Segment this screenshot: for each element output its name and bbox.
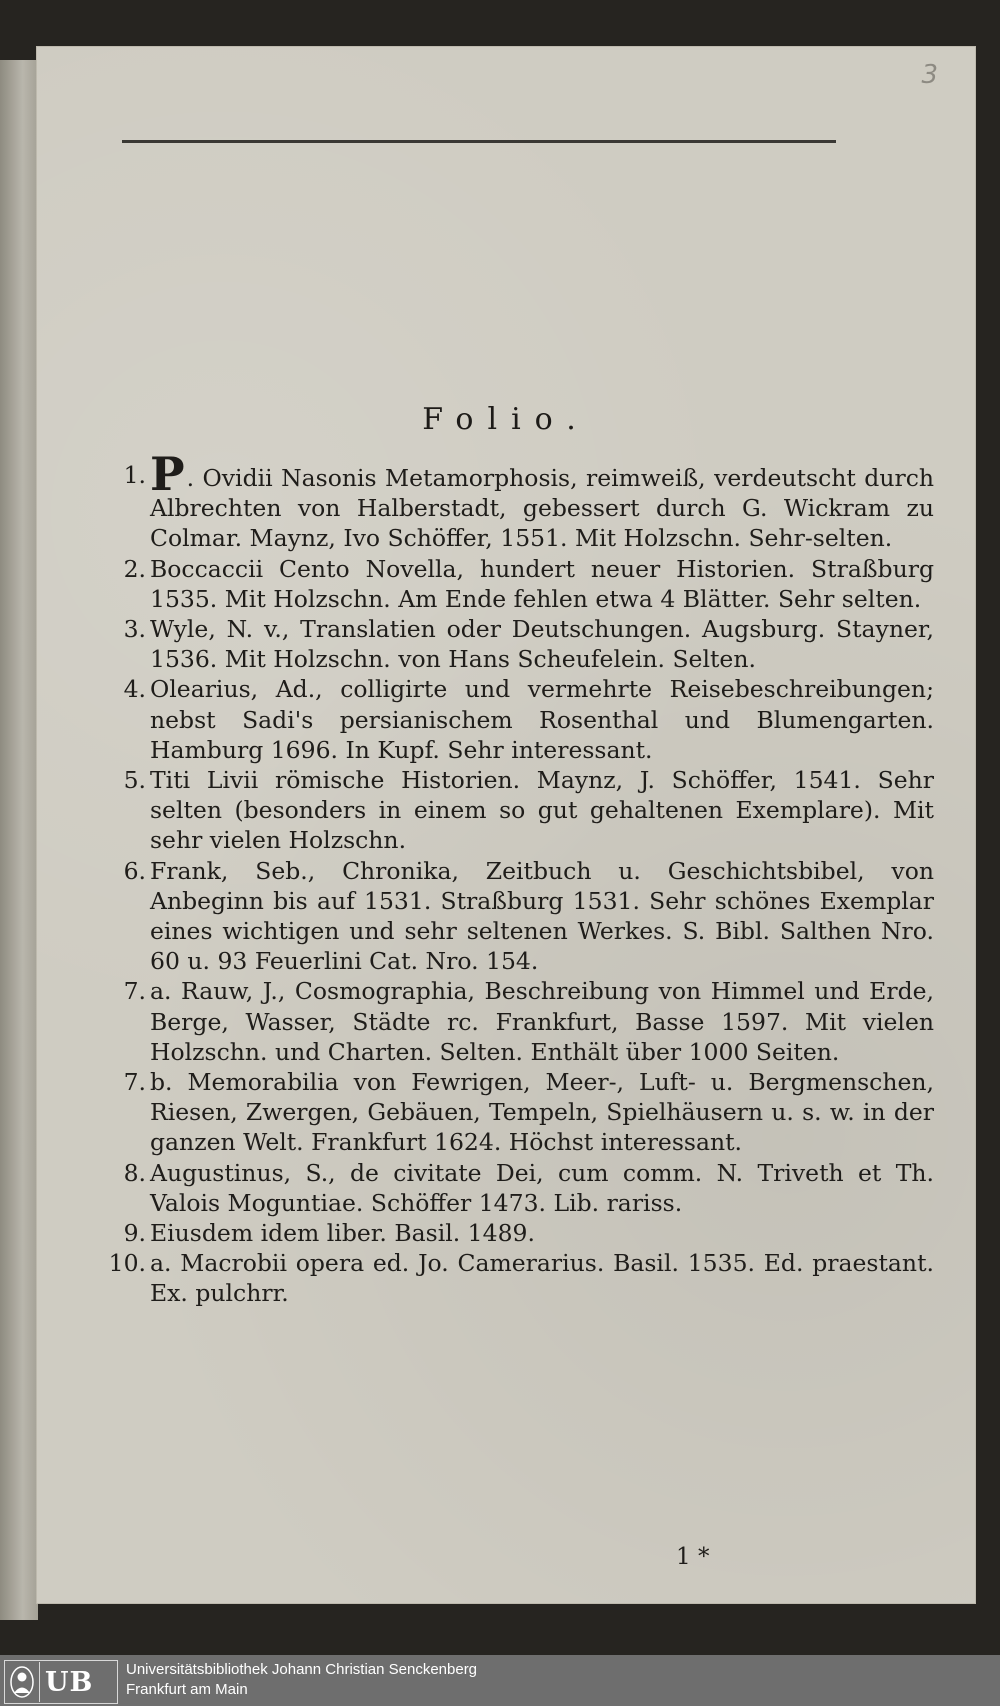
entry-number: 3. xyxy=(123,615,146,644)
entry-number: 9. xyxy=(123,1219,146,1248)
pencil-page-number: 3 xyxy=(921,60,938,90)
section-heading: Folio. xyxy=(422,402,590,437)
entry-text: a. Rauw, J., Cosmographia, Beschreibung von Himmel und Erde, Berge, Wasser, Städte rc. Frankfurt, Basse 1597. Mit vielen Holzschn. und Charten. Selten. Enthält über 1000 Seiten. xyxy=(150,977,934,1066)
catalog-entry xyxy=(108,1248,934,1308)
portrait-seal-icon xyxy=(5,1662,40,1702)
entry-text: Wyle, N. v., Translatien oder Deutschungen. Augsburg. Stayner, 1536. Mit Holzschn. von Hans Scheufelein. Selten. xyxy=(150,615,934,674)
entry-text: a. Macrobii opera ed. Jo. Camerarius. Basil. 1535. Ed. praestant. Ex. pulchrr. xyxy=(150,1249,934,1308)
entry-text: Eiusdem idem liber. Basil. 1489. xyxy=(150,1219,535,1248)
catalog-entry xyxy=(124,856,934,977)
entry-number: 10. xyxy=(108,1249,146,1278)
library-footer xyxy=(0,1655,1000,1706)
catalog-entry xyxy=(124,614,934,674)
entry-number: 8. xyxy=(123,1158,146,1187)
entry-text: Boccaccii Cento Novella, hundert neuer Historien. Straßburg 1535. Mit Holzschn. Am Ende fehlen etwa 4 Blätter. Sehr selten. xyxy=(150,554,934,613)
entry-text: . Ovidii Nasonis Metamorphosis, reimweiß, verdeutscht durch Albrechten von Halberstadt, gebessert durch G. Wickram zu Colmar. Maynz, Ivo Schöffer, 1551. Mit Holzschn. Sehr-selten. xyxy=(150,464,934,553)
entry-number: 7. xyxy=(123,977,146,1006)
catalog-entry xyxy=(124,554,934,614)
catalog-entry xyxy=(124,976,934,1067)
library-name: Universitätsbibliothek Johann Christian Senckenberg xyxy=(126,1661,478,1678)
drop-cap: P xyxy=(150,447,185,501)
entry-text: b. Memorabilia von Fewrigen, Meer-, Luft- u. Bergmenschen, Riesen, Zwergen, Gebäuen, Tempeln, Spielhäusern u. s. w. in der ganzen Welt. Frankfurt 1624. Höchst interessant. xyxy=(150,1068,934,1157)
catalog-entry xyxy=(124,674,934,765)
catalog-entry xyxy=(124,765,934,856)
catalog-entry xyxy=(123,447,934,554)
header-rule xyxy=(122,140,836,143)
entry-text: Olearius, Ad., colligirte und vermehrte Reisebeschreibungen; nebst Sadi's persianischem Rosenthal und Blumengarten. Hamburg 1696. In Kupf. Sehr interessant. xyxy=(150,675,934,764)
facing-page-edge xyxy=(0,60,38,1620)
catalog-entry xyxy=(124,1218,934,1248)
logo-text: UB xyxy=(45,1666,94,1698)
signature-mark: 1 * xyxy=(676,1544,710,1570)
entry-text: Frank, Seb., Chronika, Zeitbuch u. Geschichtsbibel, von Anbeginn bis auf 1531. Straßburg 1531. Sehr schönes Exemplar eines wichtigen und sehr seltenen Werkes. S. Bibl. Salthen Nro. 60 u. 93 Feuerlini Cat. Nro. 154. xyxy=(150,856,934,976)
catalog-entries xyxy=(108,447,934,1309)
entry-text: Titi Livii römische Historien. Maynz, J. Schöffer, 1541. Sehr selten (besonders in einem so gut gehaltenen Exemplare). Mit sehr vielen Holzschn. xyxy=(150,766,934,855)
entry-number: 5. xyxy=(123,766,146,795)
catalog-entry xyxy=(124,1067,934,1158)
library-logo[interactable] xyxy=(4,1660,118,1704)
entry-number: 2. xyxy=(123,554,146,583)
entry-number: 6. xyxy=(123,856,146,885)
book-page xyxy=(36,46,976,1604)
entry-number: 7. xyxy=(123,1068,146,1097)
entry-text: Augustinus, S., de civitate Dei, cum comm. N. Triveth et Th. Valois Moguntiae. Schöffer 1473. Lib. rariss. xyxy=(150,1158,934,1217)
entry-number: 4. xyxy=(123,675,146,704)
entry-number: 1. xyxy=(123,461,146,489)
catalog-entry xyxy=(124,1158,934,1218)
library-city: Frankfurt am Main xyxy=(126,1681,248,1698)
